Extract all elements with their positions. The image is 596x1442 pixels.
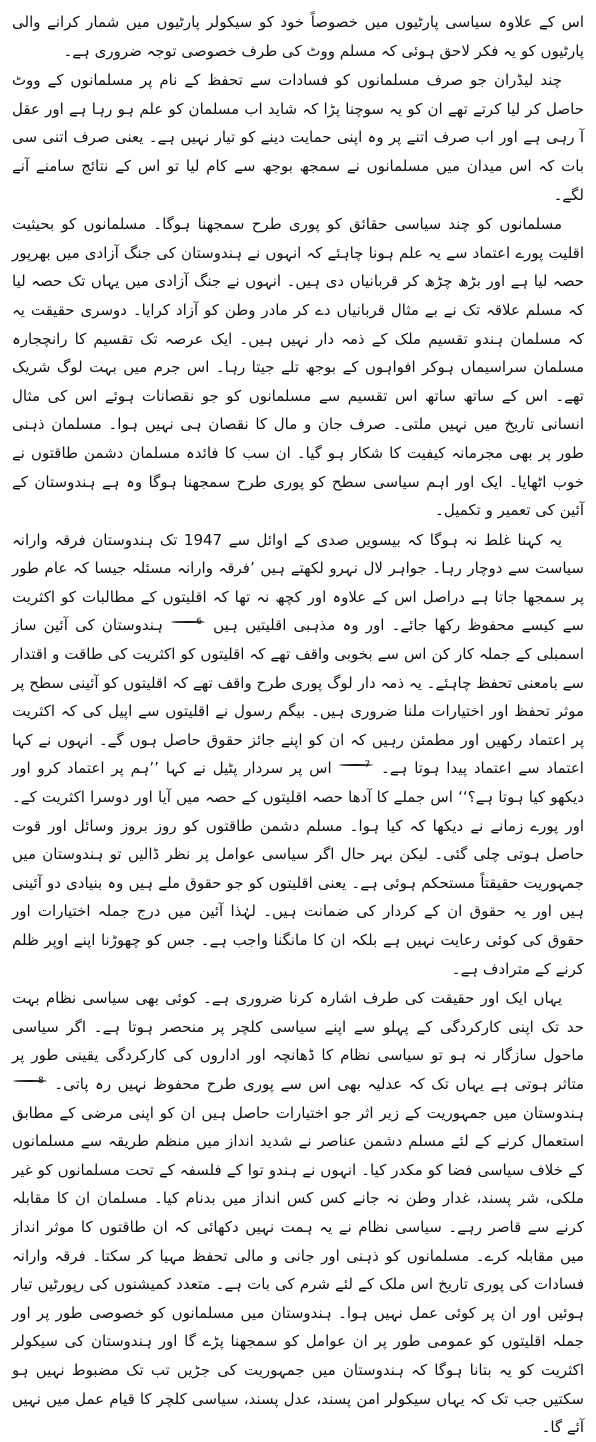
paragraph-4-text-a: یہ کہنا غلط نہ ہوگا کہ بیسویں صدی کے اوائل سے 1947 تک ہندوستان فرقہ وارانہ سیاست سے دوچار رہا۔ جواہر لال نہرو لکھتے ہیں ’فرقہ وارانہ مسئلہ جیسا کہ عام طور پر سمجھا جاتا ہے دراصل اس کے علاوہ اور کچھ نہ تھا کہ اقلیتوں کے مطالبات کو اکثریت سے کیسے محفوظ رکھا جائے۔ اور وہ مذہبی اقلیتیں ہیں xyxy=(12,530,584,635)
footnote-marker-7: 7 xyxy=(339,764,373,766)
paragraph-1-text: اس کے علاوہ سیاسی پارٹیوں میں خصوصاً خود کو سیکولر پارٹیوں میں شمار کرانے والی پارٹیوں کو یہ فکر لاحق ہوئی کہ مسلم ووٹ کی طرف خصوصی توجہ ضروری ہے۔ xyxy=(12,13,584,60)
footnote-marker-6: 6 xyxy=(171,621,205,623)
paragraph-4-text-b: ہندوستان کی آئین ساز اسمبلی کے جملہ کار کن اس سے بخوبی واقف تھے کہ اقلیتوں کو اکثریت کی طاقت و اقتدار سے بامعنی تحفظ چاہئے۔ یہ ذمہ دار لوگ پوری طرح واقف تھے کہ اقلیتوں کو آئینی سطح پر موثر تحفظ اور اختیارات ملنا ضروری ہیں۔ بیگم رسول نے اقلیتوں سے اپیل کی کہ اکثریت پر اعتماد رکھیں اور مطمئن رہیں کہ ان کو اپنے جائز حقوق حاصل ہوں گے۔ انہوں نے کہا اعتماد سے اعتماد پیدا ہوتا ہے۔ xyxy=(12,616,584,778)
paragraph-1 xyxy=(12,8,584,65)
paragraph-2-text: چند لیڈران جو صرف مسلمانوں کو فسادات سے تحفظ کے نام پر مسلمانوں کے ووٹ حاصل کر لیا کرتے تھے ان کو یہ سوچنا پڑا کہ شاید اب مسلمان کو علم ہو رہا ہے اور عقل آ رہی ہے اور اب صرف اتنے پر وہ اپنی حمایت دینے کو تیار نہیں ہے۔ یعنی صرف اتنی سی بات کہ اس میدان میں مسلمانوں نے سمجھ بوجھ سے کام لیا تو اس کے نتائج سامنے آنے لگے۔ xyxy=(12,71,584,204)
paragraph-3-text: مسلمانوں کو چند سیاسی حقائق کو پوری طرح سمجھنا ہوگا۔ مسلمانوں کو بحیثیت اقلیت پورے اعتماد سے یہ علم ہونا چاہئے کہ انہوں نے ہندوستان کی جنگ آزادی میں بھرپور حصہ لیا ہے اور بڑھ چڑھ کر قربانیاں دی ہیں۔ انہوں نے جنگ آزادی میں یہاں تک حصہ لیا کہ مسلم علاقہ تک نے بے مثال قربانیاں دے کر مادر وطن کو آزاد کرایا۔ دوسری حقیقت یہ کہ مسلمان ہندو تقسیم ملک کے ذمہ دار نہیں ہیں۔ ایک عرصہ تک تقسیم کا رانچجارہ مسلمان سراسیماں ہوکر افواہوں کے بوجھ تلے جیتا رہا۔ اس جرم میں بہت لوگ شریک تھے۔ اس کے ساتھ ساتھ اس تقسیم سے مسلمانوں کو جو نقصانات ہوئے اس کی مثال انسانی تاریخ میں نہیں ملتی۔ صرف جان و مال کا نقصان ہی نہیں ہوا۔ مسلمان ذہنی طور پر بھی مجرمانہ کیفیت کا شکار ہو گیا۔ ان سب کا فائدہ مسلمان دشمن طاقتوں نے خوب اٹھایا۔ ایک اور اہم سیاسی سطح کو پوری طرح سمجھنا ہوگا وہ ہے ہندوستان کے آئین کی تعمیر و تکمیل۔ xyxy=(12,215,584,520)
paragraph-5-text-b: ہندوستان میں جمہوریت کے زیر اثر جو اختیارات حاصل ہیں ان کو اپنی مرضی کے مطابق استعمال کرنے کے لئے مسلم دشمن عناصر نے شدید انداز میں منظم طریقہ سے مسلمانوں کے خلاف سیاسی فضا کو مکدر کیا۔ انہوں نے ہندو توا کے فلسفہ کے تحت مسلمانوں کو غیر ملکی، شر پسند، غدار وطن نہ جانے کس کس انداز میں بدنام کیا۔ مسلمان ان کا مقابلہ کرنے سے قاصر رہے۔ سیاسی نظام نے یہ ہمت نہیں دکھائی کہ ان طاقتوں کا موثر انداز میں مقابلہ کرے۔ مسلمانوں کو ذہنی اور جانی و مالی تحفظ مہیا کر سکتا۔ فرقہ وارانہ فسادات کی پوری تاریخ اس ملک کے لئے شرم کی بات ہے۔ متعدد کمیشنوں کی رپورٹیں تیار ہوئیں اور ان پر کوئی عمل نہیں ہوا۔ ہندوستان میں مسلمانوں کو خصوصی طور پر اور جملہ اقلیتوں کو عمومی طور پر ان عوامل کو سمجھنا پڑے گا اور ہندوستان کی سیکولر اکثریت کو یہ بتانا ہوگا کہ ہندوستان میں جمہوریت کی جڑیں تب تک مضبوط نہیں ہو سکتیں جب تک کہ یہاں سیکولر امن پسند، عدل پسند، سیاسی کلچر کا قیام عمل میں نہیں آئے گا۔ xyxy=(12,1103,584,1437)
paragraph-5-text-a: یہاں ایک اور حقیقت کی طرف اشارہ کرنا ضروری ہے۔ کوئی بھی سیاسی نظام بہت حد تک اپنی کارکردگی کے پہلو سے اپنے سیاسی کلچر پر منحصر ہوتا ہے۔ اگر سیاسی ماحول سازگار نہ ہو تو سیاسی نظام کا ڈھانچہ اور اداروں کی کارکردگی یقینی طور پر متاثر ہوتی ہے یہاں تک کہ عدلیہ بھی اس سے پوری طرح محفوظ نہیں رہ پاتی۔ xyxy=(12,989,584,1093)
document-page xyxy=(12,8,584,1437)
paragraph-3 xyxy=(12,210,584,525)
footnote-marker-8: 8 xyxy=(13,1080,47,1082)
paragraph-4-text-c: اس پر سردار پٹیل نے کہا ’’ہم پر اعتماد کرو اور دیکھو کیا ہوتا ہے؟‘‘ اس جملے کا آدھا حصہ اقلیتوں کے حصہ میں آیا اور دوسرا اکثریت کے۔ اور پورے زمانے نے دیکھا کہ کیا ہوا۔ مسلم دشمن طاقتوں کو روز بروز وسائل اور قوت حاصل ہوتی چلی گئی۔ لیکن بہر حال اگر سیاسی عوامل پر نظر ڈالیں تو ہندوستان میں جمہوریت حقیقتاً مستحکم ہوئی ہے۔ یعنی اقلیتوں کو جو حقوق ملے ہیں وہ بنیادی دو آئینی ہیں اور یہ حقوق ان کے کردار کی ضمانت ہیں۔ لہٰذا آئین میں درج جملہ اختیارات اور حقوق کی کوئی رعایت نہیں ہے بلکہ ان کا مانگنا واجب ہے۔ جس کو چھوڑنا اپنے اوپر ظلم کرنے کے مترادف ہے۔ xyxy=(12,759,584,978)
paragraph-5 xyxy=(12,984,584,1442)
paragraph-4 xyxy=(12,526,584,984)
paragraph-2 xyxy=(12,66,584,209)
